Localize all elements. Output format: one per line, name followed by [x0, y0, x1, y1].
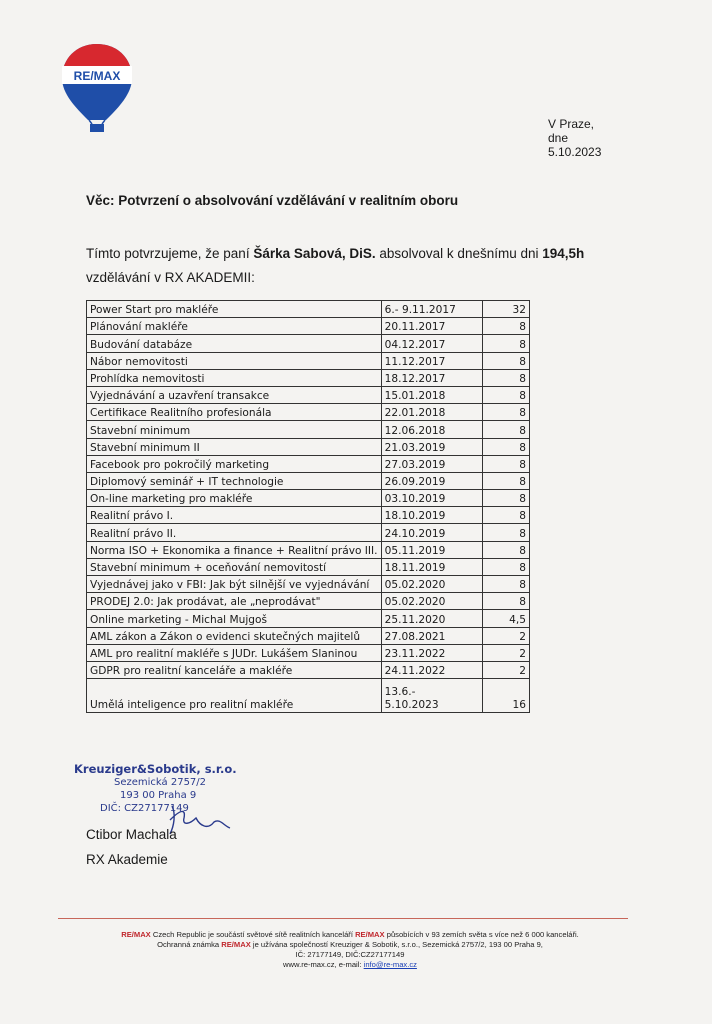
- table-row: [87, 541, 530, 558]
- footer-ids: IČ: 27177149, DIČ:CZ27177149: [295, 950, 405, 959]
- course-date: 27.03.2019: [381, 455, 482, 472]
- intro-paragraph: [86, 242, 646, 290]
- course-date: 25.11.2020: [381, 610, 482, 627]
- course-date: 23.11.2022: [381, 644, 482, 661]
- course-name: Umělá inteligence pro realitní makléře: [87, 679, 382, 713]
- footer-text-1: Czech Republic je součástí světové sítě realitních kanceláří: [150, 930, 356, 939]
- stamp-street: Sezemická 2757/2: [114, 777, 207, 788]
- footer-web: www.re-max.cz, e-mail:: [283, 960, 364, 969]
- date-label: dne: [548, 131, 569, 145]
- table-row: [87, 490, 530, 507]
- course-date-end: 5.10.2023: [384, 699, 439, 712]
- subject-heading: Věc: Potvrzení o absolvování vzdělávání v realitním oboru: [86, 193, 459, 208]
- place-line: V Praze,: [548, 117, 595, 131]
- course-date: 24.10.2019: [381, 524, 482, 541]
- course-name: Vyjednávej jako v FBI: Jak být silnější ve vyjednávání: [87, 576, 382, 593]
- course-hours: 16: [482, 679, 529, 713]
- intro-part3: vzdělávání v RX AKADEMII:: [86, 270, 255, 285]
- course-date: 03.10.2019: [381, 490, 482, 507]
- table-row: [87, 472, 530, 489]
- course-hours: 2: [482, 661, 529, 678]
- course-hours: 8: [482, 318, 529, 335]
- course-date: 04.12.2017: [381, 335, 482, 352]
- table-row: [87, 404, 530, 421]
- course-name: Budování databáze: [87, 335, 382, 352]
- table-row: [87, 644, 530, 661]
- course-hours: 32: [482, 301, 529, 318]
- footer-divider: [58, 918, 628, 919]
- table-row: [87, 576, 530, 593]
- course-date: 05.02.2020: [381, 593, 482, 610]
- course-hours: 8: [482, 369, 529, 386]
- course-hours: 8: [482, 335, 529, 352]
- table-row: [87, 301, 530, 318]
- course-hours: 2: [482, 644, 529, 661]
- place-date: [548, 117, 601, 159]
- course-name: Certifikace Realitního profesionála: [87, 404, 382, 421]
- table-row: [87, 610, 530, 627]
- signer-block: [86, 822, 177, 872]
- course-hours: 8: [482, 438, 529, 455]
- table-row: [87, 507, 530, 524]
- course-name: Nábor nemovitosti: [87, 352, 382, 369]
- table-row: [87, 679, 530, 713]
- course-date: 27.08.2021: [381, 627, 482, 644]
- course-date: 05.02.2020: [381, 576, 482, 593]
- course-name: Realitní právo II.: [87, 524, 382, 541]
- course-name: Stavební minimum + oceňování nemovitostí: [87, 558, 382, 575]
- course-date: 18.10.2019: [381, 507, 482, 524]
- course-date: 18.12.2017: [381, 369, 482, 386]
- course-date: 11.12.2017: [381, 352, 482, 369]
- footer: [70, 930, 630, 970]
- remax-balloon-logo-icon: [58, 40, 136, 138]
- footer-brand-3: RE/MAX: [221, 940, 251, 949]
- course-date: 05.11.2019: [381, 541, 482, 558]
- signer-name: Ctibor Machala: [86, 827, 177, 842]
- table-row: [87, 661, 530, 678]
- course-hours: 8: [482, 386, 529, 403]
- footer-email-link[interactable]: info@re-max.cz: [363, 960, 417, 969]
- course-hours: 4,5: [482, 610, 529, 627]
- footer-text-2: působících v 93 zemích světa s více než 6 000 kanceláři.: [384, 930, 579, 939]
- stamp-company: Kreuziger&Sobotik, s.r.o.: [74, 762, 237, 776]
- footer-brand-1: RE/MAX: [121, 930, 151, 939]
- course-date: [381, 679, 482, 713]
- logo-text: RE/MAX: [73, 69, 121, 83]
- date-value: 5.10.2023: [548, 145, 602, 159]
- course-hours: 8: [482, 421, 529, 438]
- course-name: On-line marketing pro makléře: [87, 490, 382, 507]
- course-name: Stavební minimum: [87, 421, 382, 438]
- table-row: [87, 558, 530, 575]
- course-name: GDPR pro realitní kanceláře a makléře: [87, 661, 382, 678]
- course-date: 24.11.2022: [381, 661, 482, 678]
- footer-text-4: je užívána společností Kreuziger & Sobotik, s.r.o., Sezemická 2757/2, 193 00 Praha 9,: [250, 940, 543, 949]
- table-row: [87, 318, 530, 335]
- course-hours: 8: [482, 490, 529, 507]
- table-row: [87, 335, 530, 352]
- course-name: Online marketing - Michal Mujgoš: [87, 610, 382, 627]
- course-name: PRODEJ 2.0: Jak prodávat, ale „neprodávat": [87, 593, 382, 610]
- person-name: Šárka Sabová, DiS.: [253, 246, 376, 261]
- table-row: [87, 386, 530, 403]
- table-row: [87, 455, 530, 472]
- total-hours: 194,5h: [542, 246, 585, 261]
- course-date: 18.11.2019: [381, 558, 482, 575]
- course-name: Vyjednávání a uzavření transakce: [87, 386, 382, 403]
- course-date: 6.- 9.11.2017: [381, 301, 482, 318]
- course-hours: 8: [482, 541, 529, 558]
- table-row: [87, 593, 530, 610]
- footer-brand-2: RE/MAX: [355, 930, 385, 939]
- course-name: AML pro realitní makléře s JUDr. Lukášem Slaninou: [87, 644, 382, 661]
- course-name: Diplomový seminář + IT technologie: [87, 472, 382, 489]
- table-row: [87, 369, 530, 386]
- table-row: [87, 524, 530, 541]
- table-row: [87, 438, 530, 455]
- course-name: Facebook pro pokročilý marketing: [87, 455, 382, 472]
- stamp-dic: DIČ: CZ27177149: [100, 803, 189, 814]
- course-hours: 8: [482, 404, 529, 421]
- course-date: 26.09.2019: [381, 472, 482, 489]
- course-name: Plánování makléře: [87, 318, 382, 335]
- table-row: [87, 627, 530, 644]
- course-hours: 8: [482, 455, 529, 472]
- course-date: 15.01.2018: [381, 386, 482, 403]
- course-hours: 8: [482, 558, 529, 575]
- signer-org: RX Akademie: [86, 852, 168, 867]
- course-hours: 8: [482, 593, 529, 610]
- course-date: 22.01.2018: [381, 404, 482, 421]
- course-hours: 8: [482, 524, 529, 541]
- course-date: 20.11.2017: [381, 318, 482, 335]
- course-hours: 2: [482, 627, 529, 644]
- table-row: [87, 352, 530, 369]
- course-date: 12.06.2018: [381, 421, 482, 438]
- course-hours: 8: [482, 507, 529, 524]
- course-name: Prohlídka nemovitosti: [87, 369, 382, 386]
- stamp-city: 193 00 Praha 9: [120, 790, 197, 801]
- footer-text-3: Ochranná známka: [157, 940, 222, 949]
- intro-part2: absolvoval k dnešnímu dni: [375, 246, 543, 261]
- course-hours: 8: [482, 576, 529, 593]
- course-date-start: 13.6.-: [384, 686, 416, 699]
- courses-table: [86, 300, 530, 713]
- course-hours: 8: [482, 472, 529, 489]
- course-name: Realitní právo I.: [87, 507, 382, 524]
- course-name: AML zákon a Zákon o evidenci skutečných majitelů: [87, 627, 382, 644]
- course-date: 21.03.2019: [381, 438, 482, 455]
- table-row: [87, 421, 530, 438]
- course-name: Norma ISO + Ekonomika a finance + Realitní právo III.: [87, 541, 382, 558]
- course-name: Stavební minimum II: [87, 438, 382, 455]
- intro-part1: Tímto potvrzujeme, že paní: [86, 246, 254, 261]
- course-name: Power Start pro makléře: [87, 301, 382, 318]
- course-hours: 8: [482, 352, 529, 369]
